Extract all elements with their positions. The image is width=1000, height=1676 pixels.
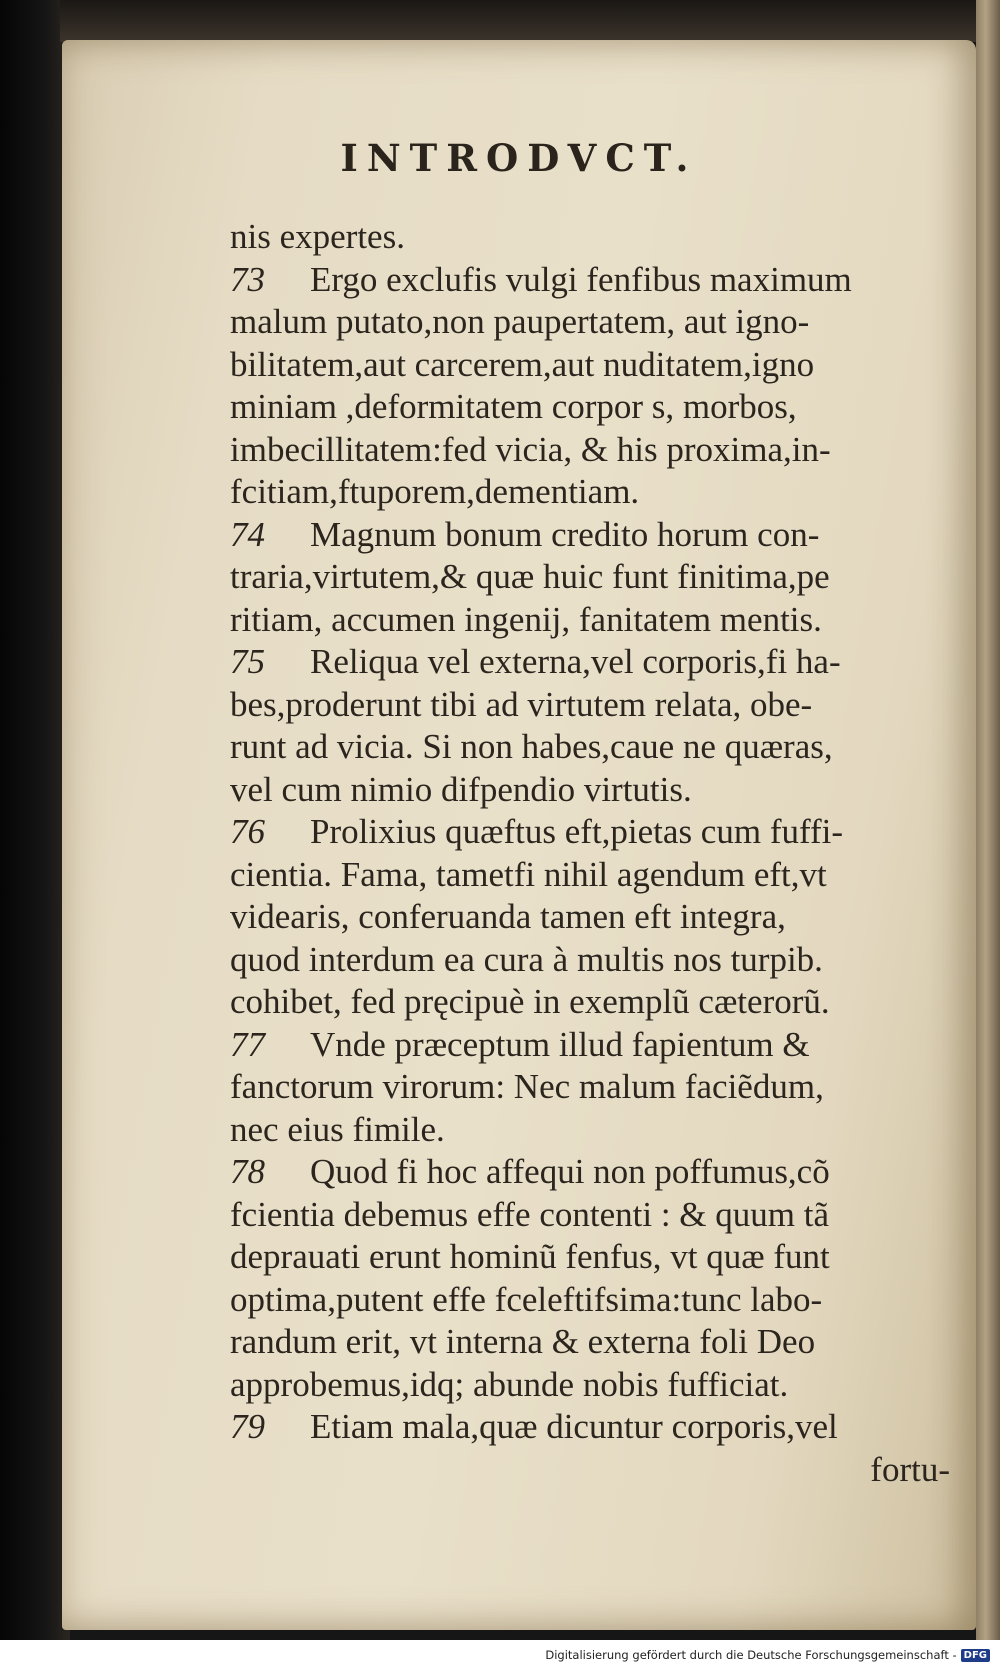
text-line bbox=[230, 1151, 1000, 1194]
line-text: imbecillitatem:fed vicia, & his proxima,in- bbox=[230, 429, 831, 469]
line-text: nis expertes. bbox=[230, 217, 405, 256]
text-line bbox=[230, 259, 1000, 302]
text-line bbox=[230, 981, 1000, 1024]
text-line bbox=[230, 1364, 1000, 1407]
text-line bbox=[230, 514, 1000, 557]
text-line bbox=[230, 726, 1000, 769]
text-line bbox=[230, 684, 1000, 727]
paragraph-number: 77 bbox=[230, 1024, 265, 1064]
text-line bbox=[230, 216, 1000, 259]
line-text: quod interdum ea cura à multis nos turpib. bbox=[230, 939, 823, 979]
catchword: fortu- bbox=[870, 1449, 950, 1489]
line-text: deprauati erunt hominũ fenfus, vt quæ funt bbox=[230, 1237, 830, 1276]
line-text: Vnde præceptum illud fapientum & bbox=[310, 1024, 810, 1064]
text-line bbox=[230, 854, 1000, 897]
paragraph-number: 76 bbox=[230, 812, 265, 851]
text-block bbox=[230, 216, 1000, 1491]
text-line bbox=[230, 386, 1000, 429]
paragraph-number: 75 bbox=[230, 642, 265, 681]
line-text: nec eius fimile. bbox=[230, 1109, 445, 1149]
text-line bbox=[230, 896, 1000, 939]
text-line bbox=[230, 1024, 1000, 1067]
line-text: randum erit, vt interna & externa foli Deo bbox=[230, 1322, 816, 1361]
line-text: Reliqua vel externa,vel corporis,fi ha- bbox=[310, 642, 841, 681]
line-text: videaris, conferuanda tamen eft integra, bbox=[230, 897, 786, 936]
paragraph-number: 78 bbox=[230, 1152, 265, 1191]
running-head: INTRODVCT. bbox=[340, 136, 698, 180]
text-line bbox=[230, 939, 1000, 982]
text-line bbox=[230, 599, 1000, 642]
line-text: fanctorum virorum: Nec malum faciẽdum, bbox=[230, 1067, 824, 1106]
text-line bbox=[230, 344, 1000, 387]
line-text: Quod fi hoc affequi non poffumus,cõ bbox=[310, 1152, 830, 1191]
line-text: approbemus,idq; abunde nobis fufficiat. bbox=[230, 1364, 789, 1404]
text-line bbox=[230, 1109, 1000, 1152]
line-text: bilitatem,aut carcerem,aut nuditatem,igno bbox=[230, 344, 815, 384]
scan-left-edge bbox=[0, 0, 70, 1676]
line-text: fcientia debemus effe contenti : & quum tã bbox=[230, 1194, 830, 1234]
paragraph-number: 79 bbox=[230, 1407, 265, 1446]
text-line bbox=[230, 811, 1000, 854]
line-text: optima,putent effe fceleftifsima:tunc labo- bbox=[230, 1279, 823, 1319]
text-line bbox=[230, 471, 1000, 514]
line-text: bes,proderunt tibi ad virtutem relata, obe- bbox=[230, 684, 813, 724]
line-text: cientia. Fama, tametfi nihil agendum eft,vt bbox=[230, 854, 827, 894]
text-line bbox=[230, 1321, 1000, 1364]
line-text: miniam ,deformitatem corpor s, morbos, bbox=[230, 387, 797, 426]
text-line bbox=[230, 1066, 1000, 1109]
text-line bbox=[230, 429, 1000, 472]
text-line bbox=[230, 641, 1000, 684]
line-text: ritiam, accumen ingenij, fanitatem mentis. bbox=[230, 599, 822, 639]
line-text: traria,virtutem,& quæ huic funt finitima,pe bbox=[230, 557, 830, 596]
text-line bbox=[230, 556, 1000, 599]
text-line bbox=[230, 769, 1000, 812]
line-text: vel cum nimio difpendio virtutis. bbox=[230, 769, 692, 809]
text-line bbox=[230, 1194, 1000, 1237]
paragraph-number: 73 bbox=[230, 259, 265, 299]
footer-credit bbox=[545, 1648, 990, 1662]
line-text: runt ad vicia. Si non habes,caue ne quæras, bbox=[230, 727, 833, 766]
text-line bbox=[230, 1406, 1000, 1449]
footer-credit-text: Digitalisierung gefördert durch die Deutsche Forschungsgemeinschaft - bbox=[545, 1648, 957, 1662]
line-text: cohibet, fed pręcipuè in exemplũ cæterorũ. bbox=[230, 982, 830, 1021]
line-text: fcitiam,ftuporem,dementiam. bbox=[230, 472, 640, 511]
dfg-logo-icon: DFG bbox=[961, 1649, 990, 1662]
line-text: malum putato,non paupertatem, aut igno- bbox=[230, 302, 810, 341]
text-line bbox=[230, 1279, 1000, 1322]
text-line bbox=[230, 301, 1000, 344]
line-text: Ergo exclufis vulgi fenfibus maximum bbox=[310, 259, 852, 299]
text-line bbox=[230, 1236, 1000, 1279]
book-page bbox=[62, 40, 976, 1630]
line-text: Magnum bonum credito horum con- bbox=[310, 514, 820, 554]
line-text: Etiam mala,quæ dicuntur corporis,vel bbox=[310, 1407, 838, 1446]
scan-top-edge bbox=[60, 0, 1000, 42]
line-text: Prolixius quæftus eft,pietas cum fuffi- bbox=[310, 812, 844, 851]
paragraph-number: 74 bbox=[230, 514, 265, 554]
